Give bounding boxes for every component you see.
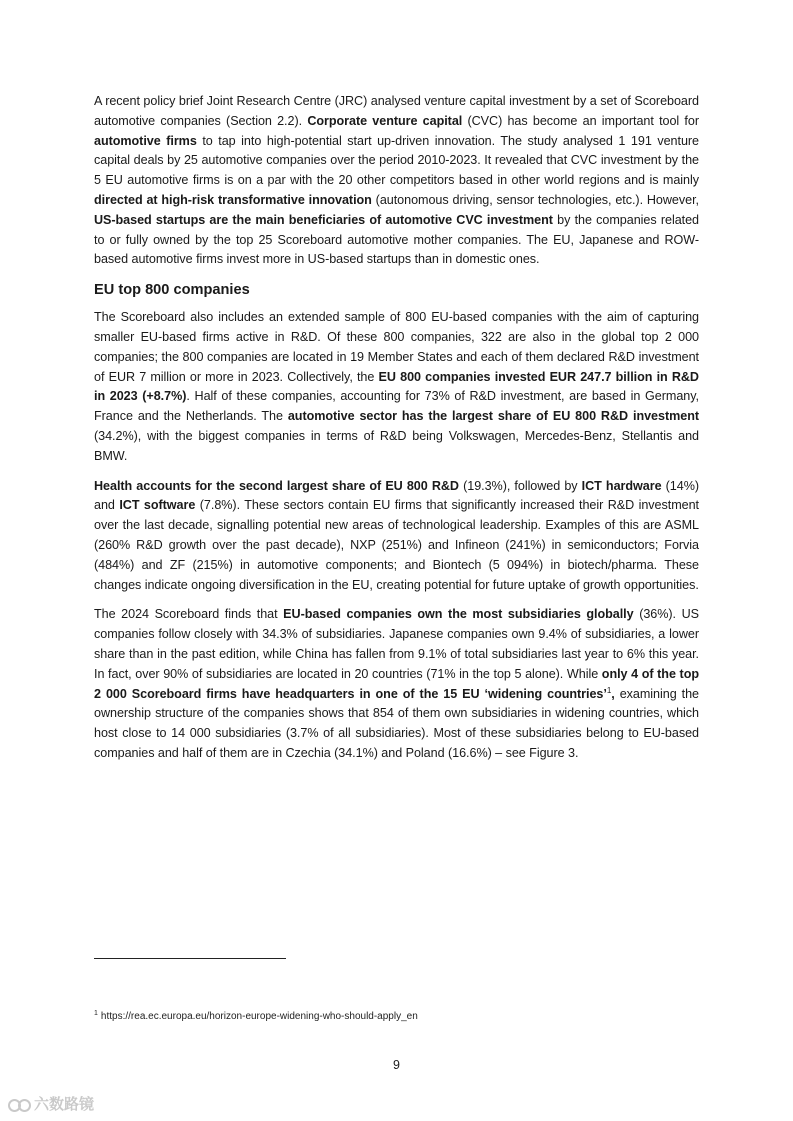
bold-run: EU 800 companies invested EUR 247.7 billion in R&D in 2023 (+8.7%) (94, 369, 699, 404)
watermark-logo-icon (8, 1096, 30, 1112)
paragraph-subsidiaries (94, 605, 699, 763)
text-run: The Scoreboard also includes an extended sample of 800 EU-based companies with the aim of capturing smaller EU-based firms active in R&D. Of these 800 companies, 322 are also in the global top 2 000 companies; the 800 companies are located in 19 Member States and each of them declared R&D investment of EUR 7 million or more in 2023. Collectively, the (94, 310, 699, 384)
bold-run: Corporate venture capital (307, 113, 463, 128)
bold-run: automotive sector has the largest share of EU 800 R&D investment (287, 409, 699, 424)
bold-run: ICT hardware (581, 478, 662, 493)
text-run: (CVC) has become an important tool for (462, 113, 699, 128)
text-run: (autonomous driving, sensor technologies, etc.). However, (371, 192, 699, 207)
text-run: by the companies related to or fully owned by the top 25 Scoreboard automotive mother companies. The EU, Japanese and ROW-based automotive firms invest more in US-based startups than in domestic ones. (94, 212, 700, 267)
bold-run: ICT software (119, 498, 196, 513)
text-run: examining the ownership structure of the companies shows that 854 of them own subsidiaries in widening countries, which host close to 14 000 subsidiaries (3.7% of all subsidiaries). Most of these subsidiaries belong to EU-based companies and half of them are in Czechia (34.1%) and Poland (16.6%) – see Figure 3. (94, 686, 699, 760)
text-run: . Half of these companies, accounting for 73% of R&D investment, are based in Germany, France and the Netherlands. The (94, 389, 699, 424)
text-run: A recent policy brief Joint Research Centre (JRC) analysed venture capital investment by a set of Scoreboard automotive companies (Section 2.2). (94, 94, 699, 128)
watermark (8, 1093, 94, 1114)
footnote-marker: 1 (94, 1009, 98, 1017)
footnote (94, 1011, 418, 1022)
text-run: The 2024 Scoreboard finds that (94, 607, 284, 622)
section-heading: EU top 800 companies (94, 282, 250, 299)
watermark-text: 六数路镜 (34, 1096, 95, 1113)
paragraph-eu800 (94, 308, 699, 466)
bold-run: automotive firms (94, 133, 197, 148)
bold-run: US-based startups are the main beneficiaries of automotive CVC investment (94, 212, 553, 227)
paragraph-health (94, 477, 699, 596)
text-run: (34.2%), with the biggest companies in terms of R&D being Volkswagen, Mercedes-Benz, Stellantis and BMW. (94, 428, 699, 463)
footnote-link[interactable]: https://rea.ec.europa.eu/horizon-europe-widening-who-should-apply_en (100, 1011, 418, 1022)
text-run: (19.3%), followed by (458, 478, 582, 493)
bold-run: directed at high-risk transformative innovation (94, 192, 372, 207)
text-run: to tap into high-potential start up-driven innovation. The study analysed 1 191 venture capital deals by 25 automotive companies over the period 2010-2023. It revealed that CVC investment by the 5 EU automotive firms is on a par with the 20 other competitors based in other world regions and is mainly (94, 133, 699, 188)
page-number: 9 (393, 1058, 400, 1072)
text-run: (14%) and (94, 478, 699, 513)
footnote-reference[interactable]: 1 (606, 685, 612, 695)
bold-run: Health accounts for the second largest share of EU 800 R&D (94, 478, 459, 493)
document-body (94, 92, 699, 774)
text-run: (7.8%). These sectors contain EU firms that significantly increased their R&D investment over the last decade, signalling potential new areas of technological leadership. Examples of this are ASML (260% R&D growth over the past decade), NXP (251%) and Infineon (241%) in semiconductors; Forvia (484%) and ZF (215%) in automotive components; and Biontech (5 094%) in biotech/pharma. These changes indicate ongoing diversification in the EU, creating potential for future uptake of growth opportunities. (94, 498, 699, 592)
bold-run: EU-based companies own the most subsidiaries globally (283, 607, 634, 622)
bold-run: , (611, 686, 615, 701)
footnote-separator (94, 958, 286, 959)
paragraph-cvc (94, 92, 699, 270)
bold-run: only 4 of the top 2 000 Scoreboard firms have headquarters in one of the 15 EU ‘widening countries’ (94, 666, 699, 701)
text-run: (36%). US companies follow closely with 34.3% of subsidiaries. Japanese companies own 9.4% of subsidiaries, a lower share than in the past edition, while China has fallen from 9.1% of total subsidiaries last year to 6% this year. In fact, over 90% of subsidiaries are located in 20 countries (71% in the top 5 alone). While (94, 607, 699, 681)
